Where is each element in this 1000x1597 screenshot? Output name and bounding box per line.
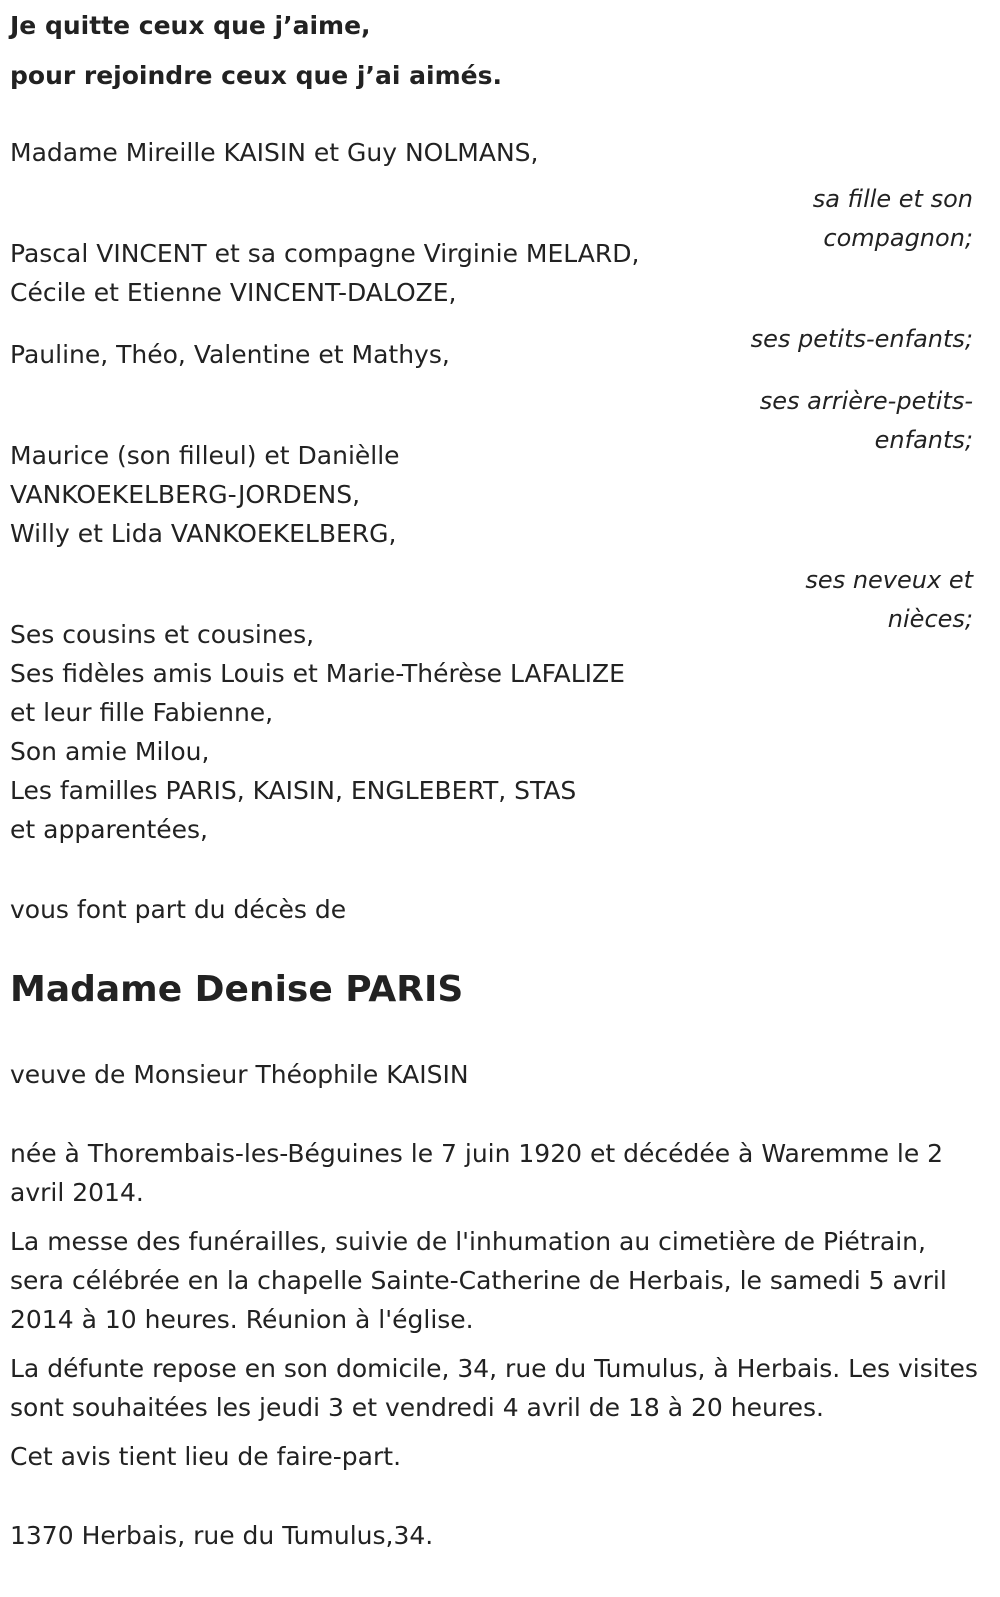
notice-paragraph: Cet avis tient lieu de faire-part.	[10, 1442, 402, 1471]
family-line: Madame Mireille KAISIN et Guy NOLMANS,	[10, 138, 539, 167]
announce-text: vous font part du décès de	[10, 895, 347, 924]
epigraph-line-2: pour rejoindre ceux que j’ai aimés.	[10, 61, 502, 90]
family-line: VANKOEKELBERG-JORDENS,	[10, 480, 361, 509]
family-line: et apparentées,	[10, 815, 208, 844]
family-line: Pascal VINCENT et sa compagne Virginie MELARD,	[10, 239, 640, 268]
family-line: Willy et Lida VANKOEKELBERG,	[10, 519, 397, 548]
family-line: Ses cousins et cousines,	[10, 620, 315, 649]
spouse-line: veuve de Monsieur Théophile KAISIN	[10, 1060, 469, 1089]
address-line: 1370 Herbais, rue du Tumulus,34.	[10, 1521, 434, 1550]
funeral-paragraph: La messe des funérailles, suivie de l'inhumation au cimetière de Piétrain, sera célébrée en la chapelle Sainte-Catherine de Herbais, le samedi 5 avril 2014 à 10 heures. Réunion à l'église.	[10, 1227, 947, 1334]
relation-label: sa fille et son compagnon;	[812, 185, 973, 252]
relation-label: ses petits-enfants;	[750, 325, 973, 353]
epigraph-line-1: Je quitte ceux que j’aime,	[10, 11, 371, 40]
family-line: Son amie Milou,	[10, 737, 210, 766]
family-line: Maurice (son filleul) et Danièlle	[10, 441, 400, 470]
relation-label: ses neveux et nièces;	[805, 566, 973, 633]
birth-death-paragraph: née à Thorembais-les-Béguines le 7 juin 1920 et décédée à Waremme le 2 avril 2014.	[10, 1139, 944, 1207]
family-line: Ses fidèles amis Louis et Marie-Thérèse LAFALIZE	[10, 659, 625, 688]
family-line: Cécile et Etienne VINCENT-DALOZE,	[10, 278, 457, 307]
family-line: Pauline, Théo, Valentine et Mathys,	[10, 340, 450, 369]
family-line: et leur fille Fabienne,	[10, 698, 274, 727]
relation-label: ses arrière-petits-enfants;	[759, 387, 973, 454]
family-line: Les familles PARIS, KAISIN, ENGLEBERT, STAS	[10, 776, 577, 805]
visitation-paragraph: La défunte repose en son domicile, 34, rue du Tumulus, à Herbais. Les visites sont souhaitées les jeudi 3 et vendredi 4 avril de 18 à 20 heures.	[10, 1354, 978, 1422]
deceased-name: Madame Denise PARIS	[10, 969, 464, 1010]
